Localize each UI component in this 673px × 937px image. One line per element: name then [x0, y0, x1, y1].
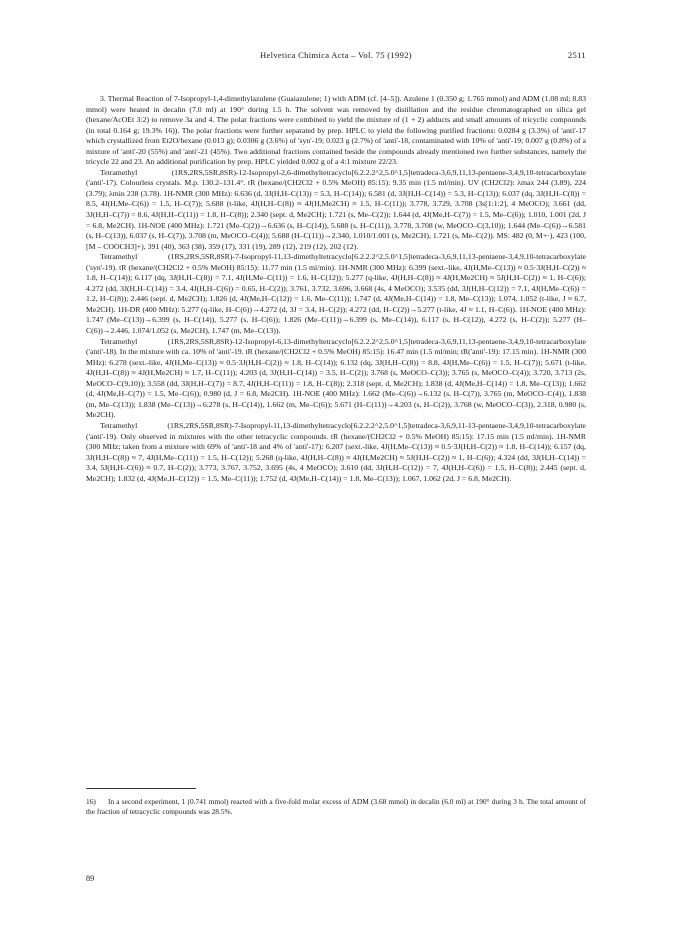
paragraph-syn-19: Tetramethyl (1RS,2RS,5SR,8SR)-7-Isopropyl-11,13-dimethyltetracyclo[6.2.2.2^2,5.0^1,5]tetradeca-3,6,9,11,13-pentaene-3,4,9,10-tetracarboxylate ('syn'-19). tR (hexane/(CH2Cl2 + 0.5% MeOH) 85:15): 11.77 min (1.5 ml/min). 1H-NMR (300 MHz): 6.399 (sext.-like, 4J(H,Me–C(13)) ≈ 0.5·3J(H,H–C(2)) ≈ 1.8, H–C(14)); 6.117 (dq, 3J(H,H–C(8)) = 7.1, 4J(H,Me–C(11)) = 1.6, H–C(12)); 5.277 (q-like, 4J(H,H–C(8)) ≈ 4J(H,Me2CH) ≈ 5J(H,H–C(2)) ≈ 1, H–C(6)); 4.272 (dd, 3J(H,H–C(14)) = 3.4, 4J(H,H–C(6)) = 0.65, H–C(2)); 3.761, 3.732, 3.696, 3.668 (4s, 4 MeOCO); 3.535 (dd, 3J(H,H–C(12)) = 7.1, 4J(H,Me–C(6)) = 1.2, H–C(8)); 2.446 (sept. d, Me2CH); 1.826 (d, 4J(Me,H–C(12)) = 1.6, Me–C(11)); 1.747 (d, 4J(Me,H–C(14)) = 1.8, Me–C(13)); 1.074, 1.052 (t-like, J ≈ 6.7, Me2CH). 1H-DR (400 MHz): 5.277 (q-like, H–C(6))→4.272 (d, 3J = 3.4, H–C(2)); 4.272 (dd, H–C(2))→5.277 (t-like, 4J ≈ 1.1, H–C(6)). 1H-NOE (400 MHz): 1.747 (Me–C(13))→6.399 (s, H–C(14)), 5.277 (s, H–C(6)); 1.826 (Me–C(11))→6.399 (s, Me–C(14)), 6.117 (s, H–C(12)), 4.272 (s, H–C(2)); 5.277 (H–C(6))→2.446, 1.074/1.052 (s, Me2CH), 1.747 (m, Me–C(13)). [86, 252, 586, 336]
journal-page [86, 50, 586, 484]
paragraph-anti-18: Tetramethyl (1RS,2RS,5SR,8SR)-12-Isopropyl-6,13-dimethyltetracyclo[6.2.2.2^2,5.0^1,5]tetradeca-3,6,9,11,13-pentaene-3,4,9,10-tetracarboxylate ('anti'-18). In the mixture with ca. 10% of 'anti'-19. tR (hexane/(CH2Cl2 + 0.5% MeOH) 85:15): 16.47 min (1.5 ml/min; tR('anti'-19): 17.15 min). 1H-NMR (300 MHz): 6.278 (sext.-like, 4J(H,Me–C(13)) ≈ 0.5·3J(H,H–C(2)) ≈ 1.8, H–C(14)); 6.132 (dq, 3J(H,H–C(8)) = 8.8, 4J(H,Me–C(6)) = 1.5, H–C(7)); 5.671 (t-like, 4J(H,H–C(8)) ≈ 4J(H,Me2CH) ≈ 1.7, H–C(11)); 4.203 (d, 3J(H,H–C(14)) = 3.5, H–C(2)); 3.768 (s, MeOCO–C(3)); 3.765 (s, MeOCO–C(4)); 3.720, 3.713 (2s, MeOCO–C(9,10)); 3.558 (dd, 3J(H,H–C(7)) = 8.7, 4J(H,H–C(11)) = 1.8, H–C(8)); 2.318 (sept. d, Me2CH); 1.838 (d, 4J(Me,H–C(14)) = 1.8, Me–C(13)); 1.662 (d, 4J(Me,H–C(7)) = 1.5, Me–C(6)); 0.980 (d, J = 6.8, Me2CH). 1H-NOE (400 MHz): 1.662 (Me–C(6))→6.132 (s, H–C(7)), 3.765 (m, MeOCO–C(4)), 1.838 (m, Me–C(13)); 1.838 (Me–C(13))→6.278 (s, H–C(14)), 1.662 (m, Me–C(6)); 5.671 (H–C(11))→4.203 (s, H–C(2)), 3.768 (w, MeOCO–C(3)), 2.318, 0.980 (s, Me2CH). [86, 336, 586, 420]
running-header [86, 50, 586, 64]
footnote-text: In a second experiment, 1 (0.741 mmol) reacted with a five-fold molar excess of ADM (3.68 mmol) in decalin (6.0 ml) at 190° during 3 h. The total amount of the fraction of tetracyclic compounds was 28.5%. [86, 797, 586, 817]
article-body [86, 94, 586, 484]
paragraph-anti-17: Tetramethyl (1RS,2RS,5SR,8SR)-12-Isopropyl-2,6-dimethyltetracyclo[6.2.2.2^2,5.0^1,5]tetradeca-3,6,9,11,13-pentaene-3,4,9,10-tetracarboxylate ('anti'-17). Colourless crystals. M.p. 130.2–131.4°. tR (hexane/(CH2Cl2 + 0.5% MeOH) 85:15): 9.35 min (1.5 ml/min). UV (CH2Cl2): λmax 244 (3.89), 224 (3.79); λmin 238 (3.78). 1H-NMR (300 MHz): 6.636 (d, 3J(H,H–C(13)) = 5.3, H–C(14)); 6.581 (d, 3J(H,H–C(14)) = 5.3, H–C(13)); 6.037 (dq, 3J(H,H–C(8)) = 8.5, 4J(H,Me–C(6)) = 1.5, H–C(7)); 5.688 (t-like, 4J(H,H–C(8)) ≈ 4J(H,Me2CH) ≈ 1.5, H–C(11)); 3.778, 3.729, 3.708 (3s[1:1:2], 4 MeOCO); 3.661 (dd, 3J(H,H–C(7)) = 8.6, 4J(H,H–C(11)) = 1.8, H–C(8)); 2.340 (sept. d, Me2CH); 1.721 (s, Me–C(2)); 1.644 (d, 4J(Me,H–C(7)) = 1.5, Me–C(6)); 1.010, 1.001 (2d, J = 6.8, Me2CH). 1H-NOE (400 MHz): 1.721 (Me–C(2))→6.636 (s, H–C(14)), 5.688 (s, H–C(11)), 3.778, 3.708 (w, MeOCO–C(3,10)); 1.644 (Me–C(6))→6.581 (s, H–C(13)), 6.037 (s, H–C(7)), 3.708 (m, MeOCO–C(4)); 5.688 (H–C(11))→2.340, 1.010/1.001 (s, Me2CH), 1.721 (s, Me–C(2)). MS: 482 (0, M+·), 423 (100, [M – COOCH3]+), 391 (40), 363 (38), 359 (17), 331 (19), 289 (12), 219 (12), 202 (12). [86, 167, 586, 251]
folio-number: 89 [86, 874, 95, 883]
footnote-mark: 16) [86, 797, 96, 806]
paragraph-thermal-reaction: 3. Thermal Reaction of 7-Isopropyl-1,4-dimethylazulene (Guaiazulene; 1) with ADM (cf. [4–5]). Azulene 1 (0.350 g; 1.765 mmol) and ADM (1.08 ml; 8.83 mmol) were heated in decalin (7.0 ml) at 190° during 1.5 h. The solvent was removed by distillation and the residue chromatographed on silica gel (hexane/AcOEt 3:2) to remove 3a and 4. The polar fractions were combined to yield the mixture of (1 + 2) adducts and small amounts of tricyclic compounds (in total 0.164 g; 19.3% 16)). The polar fractions were further separated by prep. HPLC to yield the following purified fractions: 0.0284 g (3.3%) of 'anti'-17 which crystallized from Et2O/hexane (0.013 g); 0.0306 g (3.6%) of 'syn'-19; 0.023 g (2.7%) of 'anti'-18, contaminated with 10% of 'anti'-19; 0.007 g (0.8%) of a mixture of 'anti'-20 (55%) and 'anti'-21 (45%). Two additional fractions contained beside the compounds already mentioned two further substances, namely the tricycle 22 and 23. An additional purification by prep. HPLC yielded 0.002 g of a 4:1 mixture 22/23. [86, 94, 586, 167]
paragraph-anti-19: Tetramethyl (1RS,2RS,5SR,8SR)-7-Isopropyl-11,13-dimethyltetracyclo[6.2.2.2^2,5.0^1,5]tetradeca-3,6,9,11-13-pentaene-3,4,9,10-tetracarboxylate ('anti'-19). Only observed in mixtures with the other tetracyclic compounds. tR (hexane/(CH2Cl2 + 0.5% MeOH) 85:15): 17.15 min (1.5 ml/min). 1H-NMR (300 MHz; taken from a mixture with 69% of 'anti'-18 and 4% of 'anti'-17): 6.207 (sext.-like, 4J(H,Me–C(13)) ≈ 0.5·3J(H,H–C(2)) ≈ 1.8, H–C(14)); 6.157 (dq, 3J(H,H–C(8)) ≈ 7, 4J(H,Me–C(11)) = 1.5, H–C(12)); 5.268 (q-like, 4J(H,H–C(8)) ≈ 4J(H,Me2CH) ≈ 5J(H,H–C(2)) ≈ 1, H–C(6)); 4.324 (dd, 3J(H,H–C(14)) = 3.4, 5J(H,H–C(6)) ≈ 0.7, H–C(2)); 3.773, 3.767, 3.752, 3.695 (4s, 4 MeOCO); 3.610 (dd, 3J(H,H–C(12)) = 7, 4J(H,H–C(6)) = 1.5, H–C(8)); 2.445 (sept. d, Me2CH); 1.832 (d, 4J(Me,H–C(12)) = 1.5, Me–C(11)); 1.752 (d, 4J(Me,H–C(14)) = 1.8, Me–C(13)); 1.067, 1.062 (2d, J = 6.8, Me2CH). [86, 420, 586, 483]
page-number: 2511 [567, 50, 586, 60]
journal-title: Helvetica Chimica Acta – Vol. 75 (1992) [260, 50, 412, 60]
footnote [86, 797, 586, 818]
footnote-rule [86, 788, 196, 789]
